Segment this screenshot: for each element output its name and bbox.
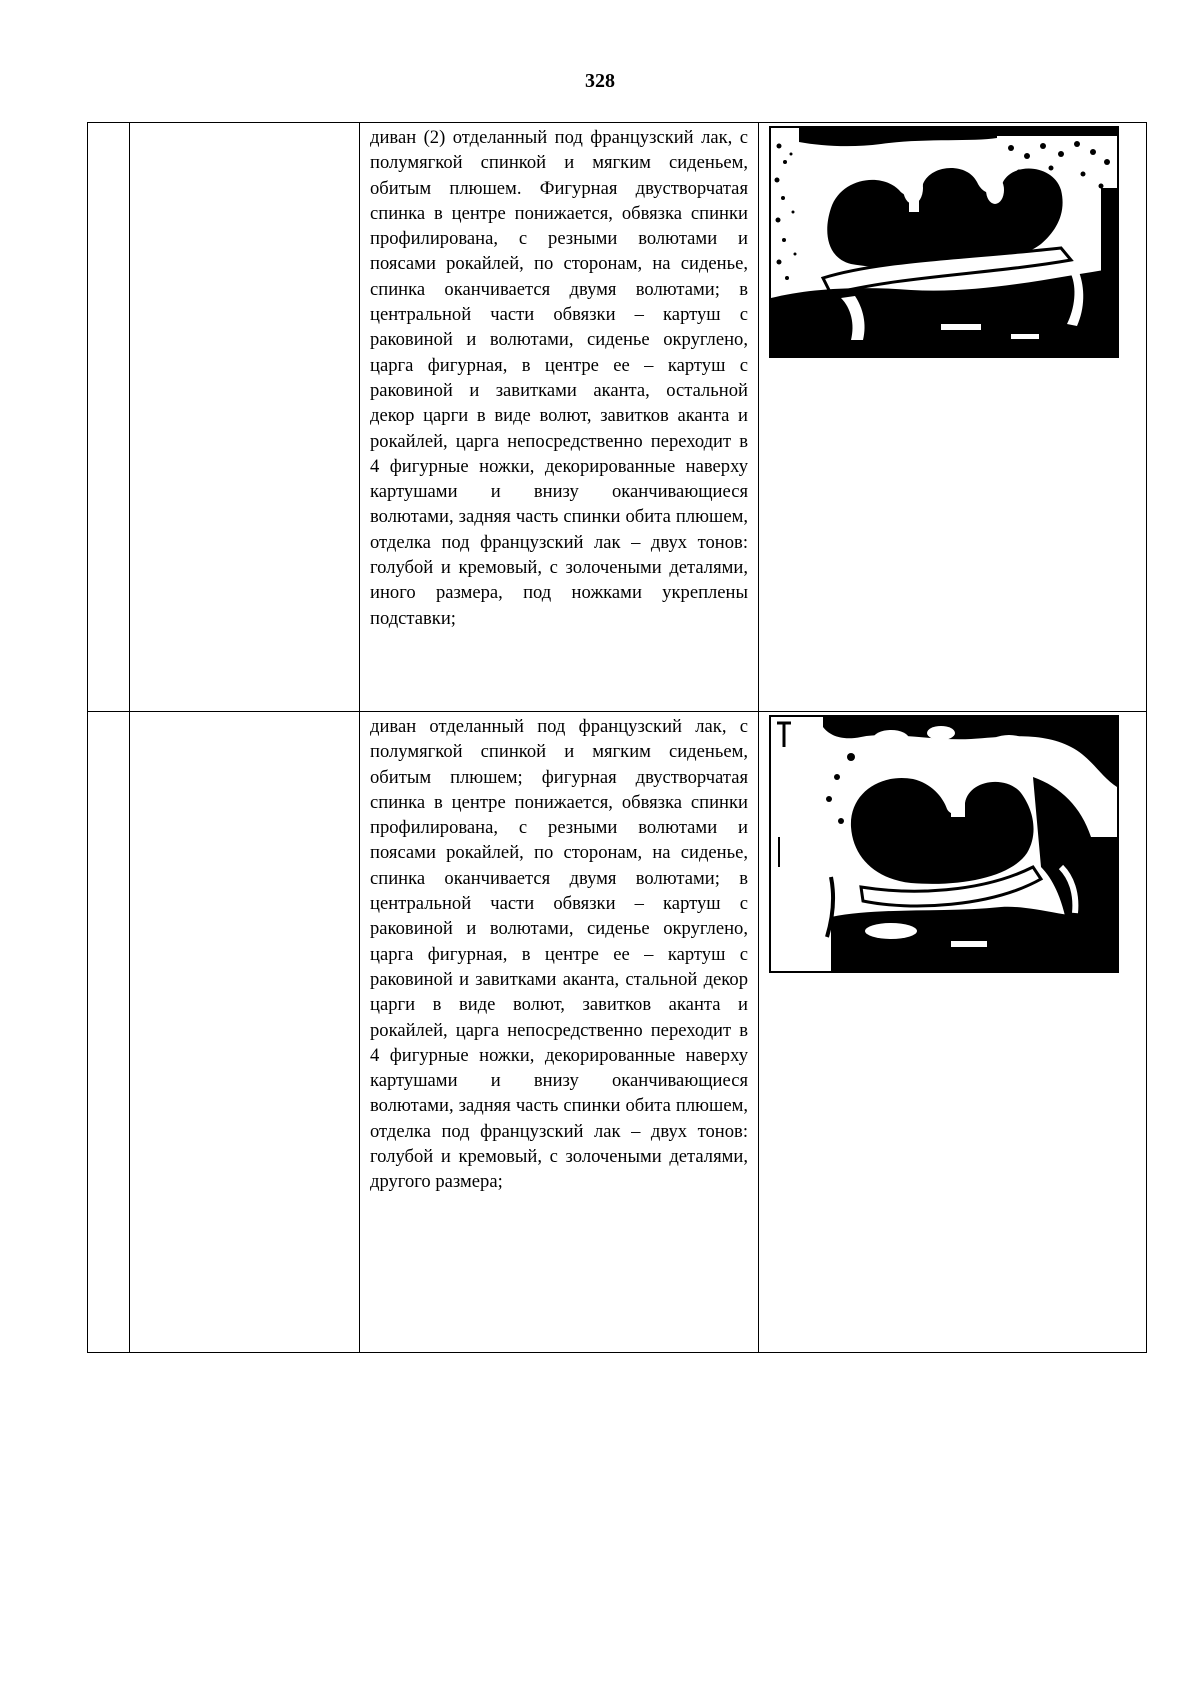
- description-cell: [360, 123, 759, 712]
- name-cell: [130, 712, 360, 1353]
- table-row: [88, 123, 1147, 712]
- sofa-photo-icon: [769, 715, 1119, 973]
- page-number: 328: [585, 70, 615, 92]
- sofa-photo-icon: [769, 126, 1119, 358]
- photo-cell: [759, 123, 1147, 712]
- name-cell: [130, 123, 360, 712]
- item-description: диван отделанный под французский лак, с полумягкой спинкой и мягким сиденьем, обитым плюшем; фигурная двустворчатая спинка в центре понижается, обвязка спинки профилирована, с резными волютами и поясами рокайлей, по сторонам, на сиденье, спинка оканчивается двумя волютами; в центральной части обвязки – картуш с раковиной и волютами, сиденье округлено, царга фигурная, в центре ее – картуш с раковиной и завитками аканта, стальной декор царги в виде волют, завитков аканта и рокайлей, царга непосредственно переходит в 4 фигурные ножки, декорированные наверху картушами и внизу оканчивающиеся волютами, задняя часть спинки обита плюшем, отделка под французский лак – двух тонов: голубой и кремовый, с золочеными деталями, другого размера;: [370, 716, 748, 1193]
- photo-cell: [759, 712, 1147, 1353]
- description-cell: [360, 712, 759, 1353]
- item-description: диван (2) отделанный под французский лак, с полумягкой спинкой и мягким сиденьем, обитым плюшем. Фигурная двустворчатая спинка в центре понижается, обвязка спинки профилирована, с резными волютами и поясами рокайлей, по сторонам, на сиденье, спинка оканчивается двумя волютами; в центральной части обвязки – картуш с раковиной и волютами, сиденье округлено, царга фигурная, в центре ее – картуш с раковиной и завитками аканта, остальной декор царги в виде волют, завитков аканта и рокайлей, царга непосредственно переходит в 4 фигурные ножки, декорированные наверху картушами и внизу оканчивающиеся волютами, задняя часть спинки обита плюшем, отделка под французский лак – двух тонов: голубой и кремовый, с золочеными деталями, иного размера, под ножками укреплены подставки;: [370, 127, 748, 629]
- index-cell: [88, 712, 130, 1353]
- index-cell: [88, 123, 130, 712]
- table-row: [88, 712, 1147, 1353]
- registry-table: [87, 122, 1147, 1353]
